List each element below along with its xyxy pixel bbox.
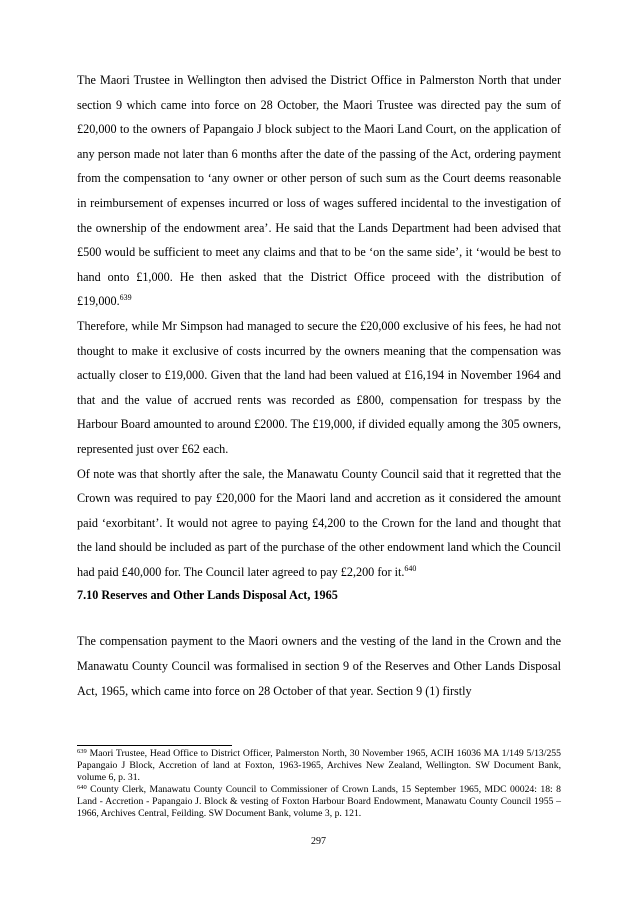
paragraph-3: [77, 462, 561, 585]
footnote-number: 640: [77, 784, 87, 791]
section-heading: 7.10 Reserves and Other Lands Disposal Act, 1965: [77, 588, 338, 603]
footnote-text: Maori Trustee, Head Office to District Officer, Palmerston North, 30 November 1965, ACIH 16036 MA 1/149 5/13/255 Papangaio J Block, Accretion of land at Foxton, 1963-1965, Archives New Zealand, Wellington. SW Document Bank, volume 6, p. 31.: [77, 748, 561, 783]
paragraph-4: The compensation payment to the Maori owners and the vesting of the land in the Crown and the Manawatu County Council was formalised in section 9 of the Reserves and Other Lands Disposal Act, 1965, which came into force on 28 October of that year. Section 9 (1) firstly: [77, 634, 561, 698]
body-text: [77, 68, 561, 703]
footnote-ref-639[interactable]: 639: [119, 293, 132, 303]
paragraph-1: [77, 68, 561, 314]
footnote-640: [77, 784, 561, 820]
footnote-ref-640[interactable]: 640: [404, 563, 417, 573]
page-number: 297: [311, 836, 326, 847]
paragraph-3-text: Of note was that shortly after the sale, the Manawatu County Council said that it regretted that the Crown was required to pay £20,000 for the Maori land and accretion as it considered the amount paid ‘exorbitant’. It would not agree to paying £4,200 to the Crown for the land and thought that the land should be included as part of the purchase of the other endowment land which the Council had paid £40,000 for. The Council later agreed to pay £2,200 for it.: [77, 466, 561, 579]
footnote-number: 639: [77, 748, 87, 755]
footnote-divider: [77, 745, 232, 746]
footnotes: [77, 748, 561, 820]
footnote-639: [77, 748, 561, 784]
paragraph-1-text: The Maori Trustee in Wellington then advised the District Office in Palmerston North that under section 9 which came into force on 28 October, the Maori Trustee was directed pay the sum of £20,000 to the owners of Papangaio J block subject to the Maori Land Court, on the application of any person made not later than 6 months after the date of the passing of the Act, ordering payment from the compensation to ‘any owner or other person of such sum as the Court deems reasonable in reimbursement of expenses incurred or loss of wages suffered incidental to the investigation of the ownership of the endowment area’. He said that the Lands Department had been advised that £500 would be sufficient to meet any claims and that to be ‘on the same side’, it ‘would be best to hand onto £1,000. He then asked that the District Office proceed with the distribution of £19,000.: [77, 73, 561, 309]
footnote-text: County Clerk, Manawatu County Council to Commissioner of Crown Lands, 15 September 1965, MDC 00024: 18: 8 Land - Accretion - Papangaio J. Block & vesting of Foxton Harbour Board Endowment, Manawatu County Council 1955 – 1966, Archives Central, Feilding. SW Document Bank, volume 3, p. 121.: [77, 784, 561, 819]
paragraph-2-text: Therefore, while Mr Simpson had managed to secure the £20,000 exclusive of his fees, he had not thought to make it exclusive of costs incurred by the owners meaning that the compensation was actually closer to £19,000. Given that the land had been valued at £16,194 in November 1964 and that and the value of accrued rents was recorded as £800, compensation for trespass by the Harbour Board amounted to around £2000. The £19,000, if divided equally among the 305 owners, represented just over £62 each.: [77, 318, 561, 456]
paragraph-2: [77, 314, 561, 462]
